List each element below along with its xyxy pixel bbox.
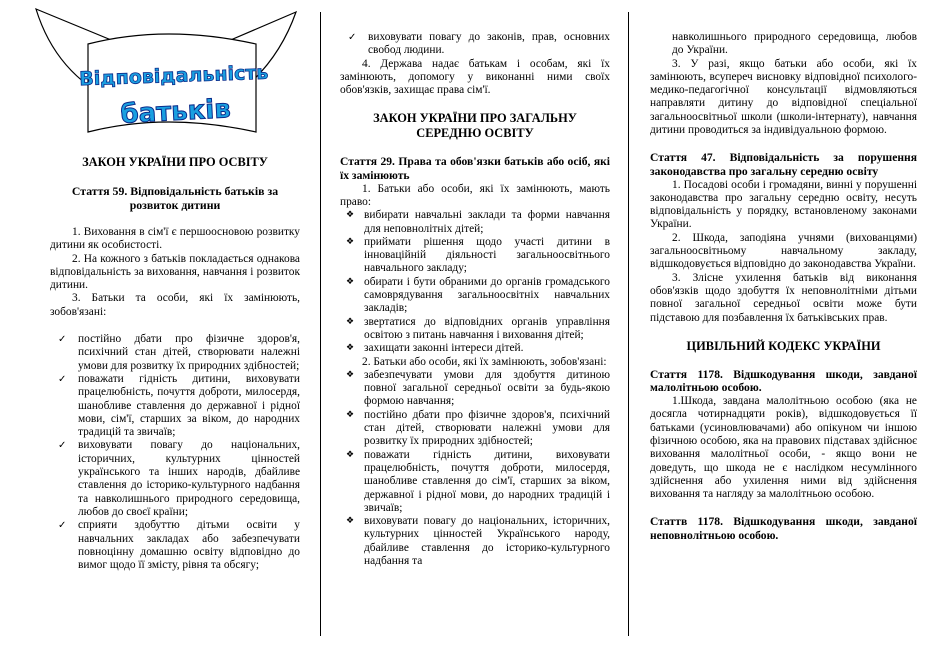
checkmark-icon: ✓	[58, 334, 67, 346]
column-3	[650, 0, 917, 670]
list-item: ✓ поважати гідність дитини, виховувати працелюбність, почуття доброти, милосердя, шанобливе ставлення до державної і рідної мови, сім'ї, старших за віком, до народних традицій та звичаїв;	[58, 372, 300, 439]
paragraph: 1.Шкода, завдана малолітньою особою (яка не досягла чотирнадцяти років), відшкодовується її батьками (усиновлювачами) або опікуном чи іншою фізичною особою, яка на правових підставах здійснює виховання малолітньої особи, - якщо вони не доведуть, що шкода не є наслідком несумлінного здійснення або ухилення ними від здійснення виховання та нагляду за малолітньою особою.	[650, 395, 917, 501]
civil-code-title: ЦИВІЛЬНИЙ КОДЕКС УКРАЇНИ	[686, 338, 881, 353]
paragraph: 2. Шкода, заподіяна учнями (вихованцями) загальноосвітньому навчальному закладу, відшкодовується відповідно до законодавства України.	[650, 231, 917, 271]
checkmark-icon: ✓	[58, 440, 67, 452]
list-item: ❖ звертатися до відповідних органів управління освітою з питань навчання і виховання дітей;	[346, 315, 610, 341]
paragraph: 1. Виховання в сім'ї є першоосновою розвитку дитини як особистості.	[50, 226, 300, 252]
law-title-education: ЗАКОН УКРАЇНИ ПРО ОСВІТУ	[82, 155, 268, 169]
list-item: ❖ забезпечувати умови для здобуття дитиною повної загальної середньої освіти за будь-якою формою навчання;	[346, 368, 610, 408]
list-item: ✓ виховувати повагу до національних, історичних, культурних цінностей українського та інших народів, дбайливе ставлення до історико-культурного надбання та навколишнього природного середовища, любов до своєї країни;	[58, 439, 300, 518]
diamond-bullet-icon: ❖	[346, 516, 355, 527]
list-item: ✓ сприяти здобуттю дітьми освіти у навчальних закладах або забезпечувати повноцінну домашню освіту відповідно до вимог щодо її змісту, рівня та обсягу;	[58, 519, 300, 572]
rights-list	[340, 209, 610, 355]
article-1178b-title: Статтв 1178. Відшкодування шкоди, завданої неповнолітньою особою.	[650, 515, 917, 542]
list-item: ❖ вибирати навчальні заклади та форми навчання для неповнолітніх дітей;	[346, 209, 610, 235]
duties-list-continued	[340, 31, 610, 58]
paragraph: 3. Батьки та особи, які їх замінюють, зобов'язані:	[50, 292, 300, 318]
column-2	[340, 0, 610, 670]
checkmark-icon: ✓	[348, 32, 357, 43]
paragraph: 1. Посадові особи і громадяни, винні у порушенні законодавства про загальну середню освіту, несуть відповідальність у порядку, встановленому законами України.	[650, 178, 917, 231]
article-47-title: Стаття 47. Відповідальність за порушення законодавства про загальну середню освіту	[650, 151, 917, 178]
checkmark-icon: ✓	[58, 373, 67, 385]
paragraph: 1. Батьки або особи, які їх замінюють, мають право:	[340, 182, 610, 208]
law-title-secondary-education: ЗАКОН УКРАЇНИ ПРО ЗАГАЛЬНУ СЕРЕДНЮ ОСВІТУ	[373, 111, 577, 141]
paragraph: 4. Держава надає батькам і особам, які їх замінюють, допомогу у виконанні ними своїх обов'язків, захищає права сім'ї.	[340, 57, 610, 97]
checkmark-icon: ✓	[58, 520, 67, 532]
article-59-title: Стаття 59. Відповідальність батьків за розвиток дитини	[71, 184, 279, 212]
obligations-list	[340, 369, 610, 568]
paragraph: 2. На кожного з батьків покладається однакова відповідальність за виховання, навчання і розвиток дитини.	[50, 252, 300, 292]
article-1178-title: Стаття 1178. Відшкодування шкоди, завданої малолітньою особою.	[650, 367, 917, 395]
banner-title-line1: Відповідальність	[78, 61, 269, 91]
duties-list	[50, 333, 300, 572]
list-item: ❖ виховувати повагу до національних, історичних, культурних цінностей Українського народу, дбайливе ставлення до історико-культурного надбання та	[346, 515, 610, 567]
column-1	[50, 0, 300, 670]
diamond-bullet-icon: ❖	[346, 236, 355, 247]
list-item: ❖ приймати рішення щодо участі дитини в інноваційній діяльності загальноосвітнього навчального закладу;	[346, 235, 610, 275]
list-item: ❖ обирати і бути обраними до органів громадського самоврядування загальноосвітніх навчальних закладів;	[346, 275, 610, 315]
diamond-bullet-icon: ❖	[346, 409, 355, 420]
list-item: ❖ поважати гідність дитини, виховувати працелюбність, почуття доброти, милосердя, шанобливе ставлення до сім'ї, старших за віком, державної і рідної мови, до народних традицій і звичаїв;	[346, 448, 610, 514]
diamond-bullet-icon: ❖	[346, 343, 355, 354]
list-item: ❖ постійно дбати про фізичне здоров'я, психічний стан дітей, створювати належні умови для розвитку їх природних здібностей;	[346, 408, 610, 448]
diamond-bullet-icon: ❖	[346, 316, 355, 327]
paragraph: 3. У разі, якщо батьки або особи, які їх замінюють, всупереч висновку відповідної психолого-медико-педагогічної консультації відмовляються направляти дитину до відповідної спеціальної загальноосвітньої школи (школи-інтернату), навчання дитини проводиться за індивідуальною формою.	[650, 57, 917, 137]
column-divider-right	[628, 12, 629, 636]
diamond-bullet-icon: ❖	[346, 210, 355, 221]
list-item: ✓ виховувати повагу до законів, прав, основних свобод людини.	[348, 31, 610, 57]
paragraph: навколишнього природного середовища, любов до України.	[672, 31, 917, 57]
diamond-bullet-icon: ❖	[346, 276, 355, 287]
paragraph: 2. Батьки або особи, які їх замінюють, зобов'язані:	[362, 355, 607, 368]
list-item: ❖ захищати законні інтереси дітей.	[346, 342, 524, 355]
article-29-title: Стаття 29. Права та обов'язки батьків або осіб, які їх замінюють	[340, 155, 610, 183]
banner-title-line2: батьків	[119, 94, 232, 130]
list-item: ✓ постійно дбати про фізичне здоров'я, психічний стан дітей, створювати належні умови для розвитку їх природних здібностей;	[58, 333, 300, 372]
paragraph: 3. Злісне ухилення батьків від виконання обов'язків щодо здобуття їх неповнолітніми дітьми повної загальної середньої освіти може бути підставою для позбавлення їх батьківських прав.	[650, 271, 917, 324]
diamond-bullet-icon: ❖	[346, 449, 355, 460]
column-divider-left	[320, 12, 321, 636]
diamond-bullet-icon: ❖	[346, 369, 355, 380]
